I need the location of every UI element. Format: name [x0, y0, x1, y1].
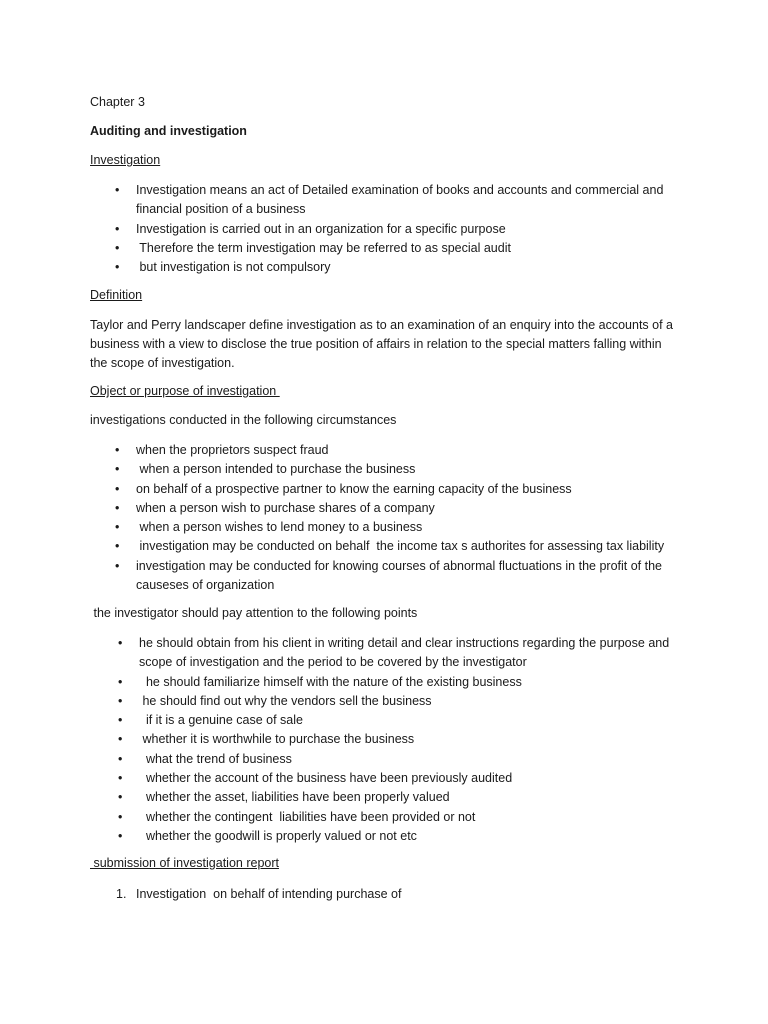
- points-intro: the investigator should pay attention to the following points: [90, 606, 418, 620]
- list-item: • Investigation means an act of Detailed examination of books and accounts and commercial and financial position of a business: [115, 183, 664, 217]
- definition-paragraph: Taylor and Perry landscaper define investigation as to an examination of an enquiry into the accounts of a business with a view to disclose the true position of affairs in relation to the special matters falling within the scope of investigation.: [90, 318, 673, 371]
- points-bullet-list: [118, 634, 684, 846]
- investigation-bullet-list: [115, 181, 681, 277]
- list-item: • on behalf of a prospective partner to know the earning capacity of the business: [115, 481, 572, 496]
- list-item: • investigation may be conducted for knowing courses of abnormal fluctuations in the profit of the causeses of organization: [115, 558, 662, 593]
- chapter-label: Chapter 3: [90, 95, 145, 109]
- list-item: • whether the asset, liabilities have been properly valued: [118, 790, 450, 805]
- list-item: • he should obtain from his client in writing detail and clear instructions regarding the purpose and scope of investigation and the period to be covered by the investigator: [118, 636, 670, 670]
- heading-object-purpose: Object or purpose of investigation: [90, 384, 280, 398]
- heading-investigation: Investigation: [90, 153, 161, 167]
- list-item: • when a person wish to purchase shares of a company: [115, 500, 435, 515]
- list-item: • but investigation is not compulsory: [115, 260, 331, 275]
- list-item: • when a person wishes to lend money to a business: [115, 520, 423, 535]
- list-item: • whether it is worthwhile to purchase the business: [118, 732, 415, 747]
- list-item: • whether the account of the business have been previously audited: [118, 771, 513, 786]
- list-item: • whether the goodwill is properly valued or not etc: [118, 828, 417, 843]
- list-item: • Therefore the term investigation may be referred to as special audit: [115, 240, 511, 255]
- object-intro: investigations conducted in the following circumstances: [90, 413, 397, 427]
- list-item: 1. Investigation on behalf of intending purchase of: [116, 887, 402, 901]
- list-item: • Investigation is carried out in an organization for a specific purpose: [115, 221, 506, 236]
- list-item: • investigation may be conducted on behalf the income tax s authorites for assessing tax liability: [115, 539, 665, 554]
- object-bullet-list: [115, 441, 681, 595]
- list-item: • when the proprietors suspect fraud: [115, 443, 329, 457]
- list-item: • he should familiarize himself with the nature of the existing business: [118, 674, 522, 689]
- list-item: • if it is a genuine case of sale: [118, 713, 303, 728]
- submission-numbered-list: [116, 885, 681, 904]
- heading-definition: Definition: [90, 288, 143, 302]
- list-item: • what the trend of business: [118, 751, 292, 766]
- document-title: Auditing and investigation: [90, 124, 247, 138]
- list-item: • whether the contingent liabilities have been provided or not: [118, 809, 476, 824]
- list-item: • he should find out why the vendors sell the business: [118, 693, 432, 708]
- heading-submission: submission of investigation report: [90, 856, 279, 870]
- list-item: • when a person intended to purchase the business: [115, 462, 416, 477]
